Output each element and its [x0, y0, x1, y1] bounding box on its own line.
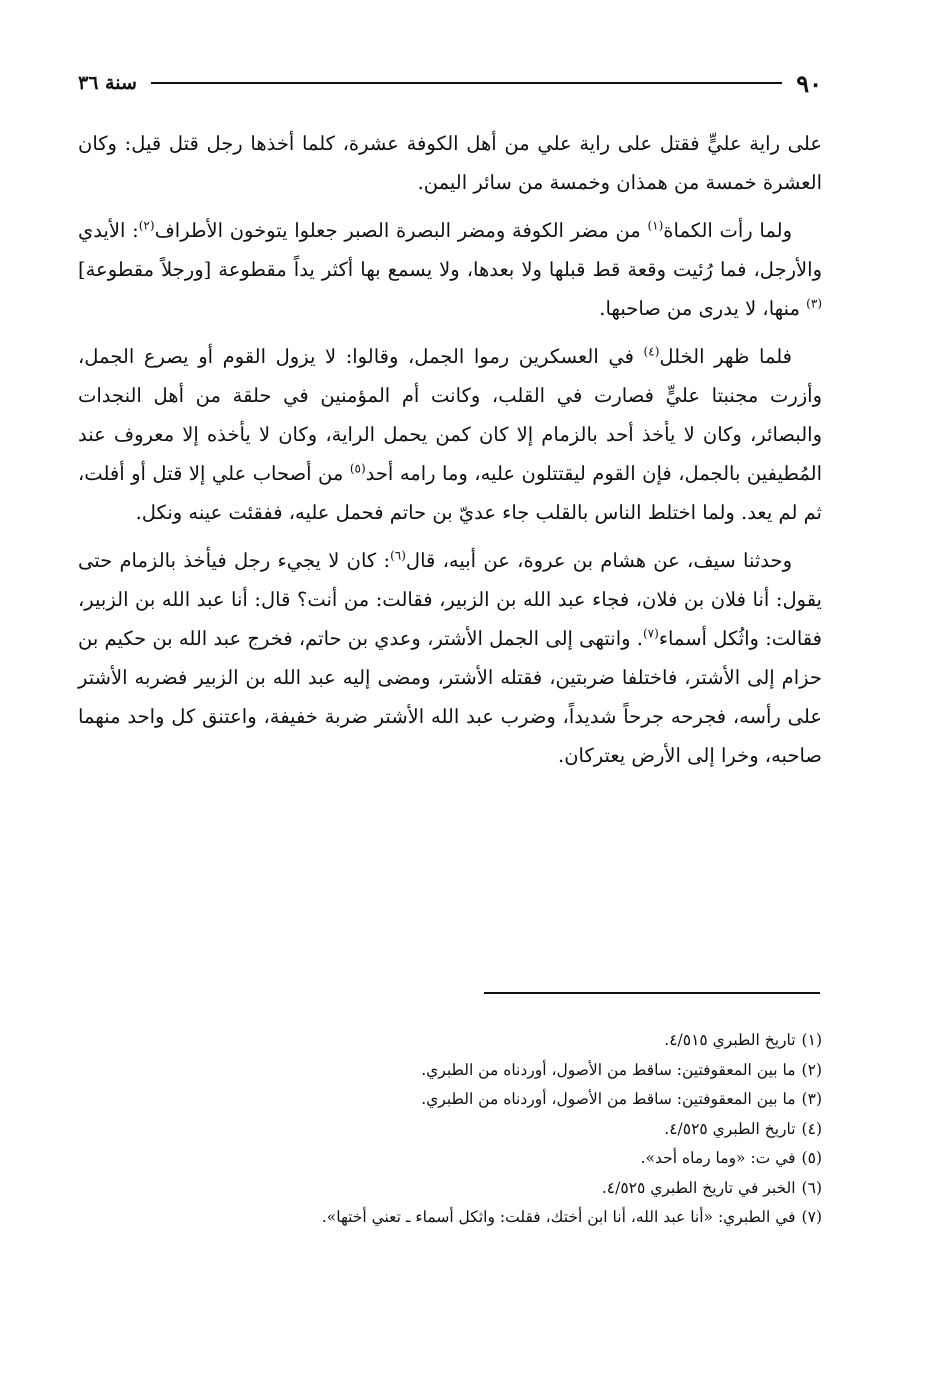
footnote-2: (٢)ما بين المعقوفتين: ساقط من الأصول، أوردناه من الطبري.: [421, 1060, 822, 1079]
footnote-ref-3[interactable]: (٣): [806, 296, 822, 311]
header-rule: [151, 82, 782, 84]
footnote-separator: [484, 992, 820, 994]
footnote-ref-5[interactable]: (٥): [349, 461, 366, 476]
footnote-5: (٥)في ت: «وما رماه أحد».: [640, 1149, 822, 1167]
page-header: [78, 66, 822, 100]
paragraph-2: ولما رأت الكماة$^{(١)}$ من مضر الكوفة ومضر البصرة الصبر جعلوا يتوخون الأطراف$^{(٢)}$: الأيدي والأرجل، فما رُئيت وقعة قط قبلها ولا بعدها، ولا يسمع بها أكثر يداً مقطوعة [ورجلاً مقطوعة]$^{(٣)}$ منها، لا يدرى من صاحبها.: [78, 218, 822, 320]
paragraph-1: على راية عليٍّ فقتل على راية علي من أهل الكوفة عشرة، كلما أخذها رجل قتل قيل: وكان العشرة خمسة من همذان وخمسة من سائر اليمن.: [78, 132, 822, 194]
running-title: سنة ٣٦: [78, 72, 137, 94]
footnote-4: (٤)تاريخ الطبري ٤/٥٢٥.: [664, 1119, 822, 1138]
paragraph-3: فلما ظهر الخلل$^{(٤)}$ في العسكرين رموا الجمل، وقالوا: لا يزول القوم أو يصرع الجمل، وأزرت مجنبتا عليٍّ فصارت في القلب، وكانت أم المؤمنين في حلقة من أهل النجدات والبصائر، وكان لا يأخذ أحد بالزمام إلا كان كمن يحمل الراية، وكان لا يأخذه إلا معروف عند المُطيفين بالجمل، فإن القوم ليقتتلون عليه، وما رامه أحد$^{(٥)}$ من أصحاب علي إلا قتل أو أفلت، ثم لم يعد. ولما اختلط الناس بالقلب جاء عديّ بن حاتم فحمل عليه، ففقئت عينه ونكل.: [78, 344, 823, 524]
footnote-ref-7[interactable]: (٧): [642, 626, 659, 641]
main-text: [78, 124, 822, 784]
footnote-1: (١)تاريخ الطبري ٤/٥١٥.: [664, 1031, 822, 1049]
footnote-3: (٣)ما بين المعقوفتين: ساقط من الأصول، أوردناه من الطبري.: [421, 1090, 822, 1108]
footnote-ref-6[interactable]: (٦): [390, 548, 406, 563]
paragraph-4: وحدثنا سيف، عن هشام بن عروة، عن أبيه، قال$^{(٦)}$: كان لا يجيء رجل فيأخذ بالزمام حتى يقول: أنا فلان بن فلان، فجاء عبد الله بن الزبير، فقالت: من أنت؟ قال: أنا عبد الله بن الزبير، فقالت: واثُكل أسماء$^{(٧)}$. وانتهى إلى الجمل الأشتر، وعدي بن حاتم، فخرج عبد الله بن حكيم بن حزام إلى الأشتر، فاختلفا ضربتين، فقتله الأشتر، ومضى إليه عبد الله بن الزبير فضربه الأشتر على رأسه، فجرحه جرحاً شديداً، وضرب عبد الله الأشتر ضربة خفيفة، واعتنق كل واحد منهما صاحبه، وخرا إلى الأرض يعتركان.: [78, 548, 822, 767]
footnotes: [200, 1026, 822, 1233]
page-number: ٩٠: [796, 68, 822, 98]
footnote-7: (٧)في الطبري: «أنا عبد الله، أنا ابن أختك، فقلت: واثكل أسماء ـ تعني أختها».: [321, 1208, 822, 1226]
footnote-ref-2[interactable]: (٢): [138, 218, 155, 233]
footnote-ref-4[interactable]: (٤): [643, 344, 660, 359]
footnote-ref-1[interactable]: (١): [647, 218, 664, 233]
footnote-6: (٦)الخبر في تاريخ الطبري ٤/٥٢٥.: [601, 1178, 822, 1197]
